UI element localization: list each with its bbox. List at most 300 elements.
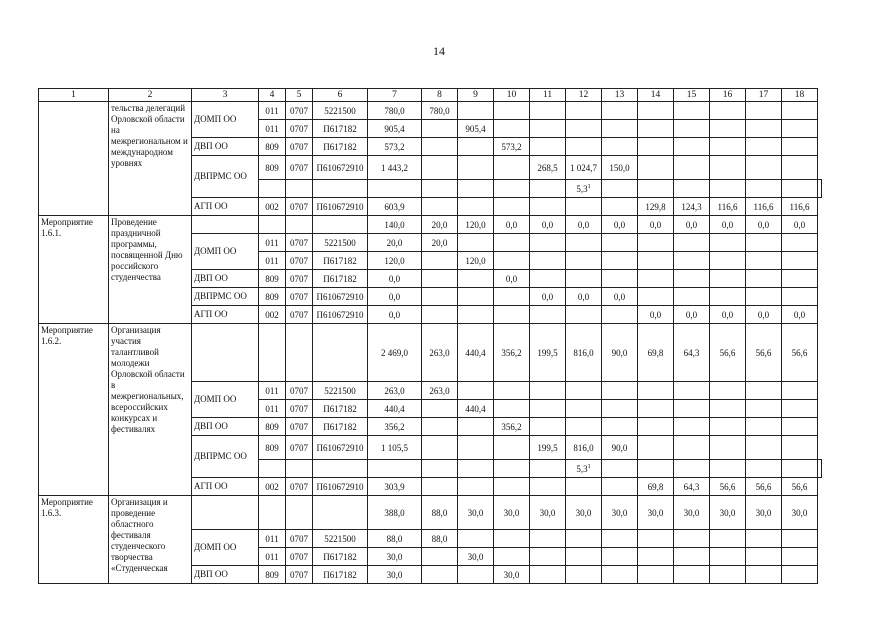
empty-cell <box>674 180 710 198</box>
total-value: 30,0 <box>638 496 674 530</box>
empty-cell <box>638 156 674 180</box>
column-header: 15 <box>674 89 710 102</box>
value-cell: 1 024,7 <box>566 156 602 180</box>
empty-cell <box>746 180 782 198</box>
column-header: 16 <box>710 89 746 102</box>
total-value: 69,8 <box>638 324 674 382</box>
empty-cell <box>746 530 782 548</box>
kbk-cell: 011 <box>259 234 286 252</box>
empty-cell <box>710 530 746 548</box>
column-header: 14 <box>638 89 674 102</box>
kbk-cell: 809 <box>259 138 286 156</box>
total-value: 88,0 <box>422 496 458 530</box>
column-header: 12 <box>566 89 602 102</box>
value-cell: 0,0 <box>494 270 530 288</box>
column-header: 4 <box>259 89 286 102</box>
value-cell: 56,6 <box>782 478 818 496</box>
empty-cell <box>422 180 458 198</box>
footnote-mark: 1 <box>587 463 591 470</box>
empty-cell <box>422 198 458 216</box>
empty-cell <box>602 548 638 566</box>
empty-cell <box>566 198 602 216</box>
column-header: 11 <box>530 89 566 102</box>
value-cell: 440,4 <box>368 400 422 418</box>
kbk-cell: 0707 <box>286 548 313 566</box>
value-cell: 1 443,2 <box>368 156 422 180</box>
empty-cell <box>458 460 494 478</box>
empty-cell <box>494 400 530 418</box>
kbk-cell: 011 <box>259 382 286 400</box>
empty-cell <box>746 120 782 138</box>
value-cell: 0,0 <box>368 306 422 324</box>
total-value: 0,0 <box>566 216 602 234</box>
event-cell: Мероприятие 1.6.2. <box>39 324 109 496</box>
empty-cell <box>746 382 782 400</box>
empty-cell <box>638 252 674 270</box>
kbk-cell: 0707 <box>286 566 313 584</box>
kbk-cell: 0707 <box>286 382 313 400</box>
total-value: 30,0 <box>746 496 782 530</box>
kbk-cell: 0707 <box>286 418 313 436</box>
value-cell: 0,0 <box>530 288 566 306</box>
empty-cell <box>638 234 674 252</box>
empty-cell <box>530 382 566 400</box>
value-cell: 0,0 <box>782 306 818 324</box>
empty-cell <box>494 288 530 306</box>
total-value: 0,0 <box>638 216 674 234</box>
empty-cell <box>782 400 818 418</box>
empty-cell <box>422 478 458 496</box>
kbk-cell: 011 <box>259 400 286 418</box>
description-cell: Проведение праздничной программы, посвященной Дню российского студенчества <box>109 216 192 324</box>
total-value: 140,0 <box>368 216 422 234</box>
total-value: 199,5 <box>530 324 566 382</box>
empty-cell <box>746 270 782 288</box>
empty-cell <box>602 306 638 324</box>
total-value: 356,2 <box>494 324 530 382</box>
empty-cell <box>782 530 818 548</box>
empty-cell <box>602 234 638 252</box>
empty-cell <box>494 530 530 548</box>
value-cell: 120,0 <box>368 252 422 270</box>
total-value: 0,0 <box>710 216 746 234</box>
empty-cell <box>782 566 818 584</box>
value-cell: 20,0 <box>422 234 458 252</box>
empty-cell <box>458 198 494 216</box>
value-cell: 56,6 <box>746 478 782 496</box>
empty-cell <box>422 270 458 288</box>
empty-cell <box>566 306 602 324</box>
empty-cell <box>674 548 710 566</box>
kbk-cell: 002 <box>259 478 286 496</box>
empty-cell <box>494 252 530 270</box>
value-cell: 303,9 <box>368 478 422 496</box>
value-cell: 30,0 <box>368 566 422 584</box>
column-number-row <box>39 89 822 102</box>
value-cell: 0,0 <box>602 288 638 306</box>
total-value: 30,0 <box>530 496 566 530</box>
empty-cell <box>710 120 746 138</box>
empty-cell <box>710 436 746 460</box>
empty-cell <box>494 180 530 198</box>
empty-cell <box>422 120 458 138</box>
kbk-cell: П617182 <box>313 400 368 418</box>
total-value: 816,0 <box>566 324 602 382</box>
empty-cell <box>710 156 746 180</box>
value-cell: 268,5 <box>530 156 566 180</box>
empty-cell <box>566 566 602 584</box>
empty-cell <box>494 478 530 496</box>
empty-cell <box>422 400 458 418</box>
kbk-cell: 0707 <box>286 138 313 156</box>
empty-cell <box>286 460 313 478</box>
kbk-cell: 002 <box>259 198 286 216</box>
total-value: 30,0 <box>782 496 818 530</box>
total-value: 2 469,0 <box>368 324 422 382</box>
empty-cell <box>710 566 746 584</box>
program-cell: АГП ОО <box>192 198 259 216</box>
empty-cell <box>638 138 674 156</box>
kbk-cell: 0707 <box>286 400 313 418</box>
empty-cell <box>782 234 818 252</box>
description-cell: Организация участия талантливой молодежи Орловской области в межрегиональных, всероссийских конкурсах и фестивалях <box>109 324 192 496</box>
table-row <box>39 102 822 120</box>
program-cell: ДВПРМС ОО <box>192 436 259 478</box>
empty-cell <box>710 418 746 436</box>
event-cell: Мероприятие 1.6.1. <box>39 216 109 324</box>
empty-cell <box>494 198 530 216</box>
footnote-value: 5,3 <box>576 463 588 474</box>
page-number: 14 <box>433 44 445 58</box>
kbk-cell: 011 <box>259 120 286 138</box>
total-value: 30,0 <box>602 496 638 530</box>
empty-cell <box>422 156 458 180</box>
value-cell: 116,6 <box>746 198 782 216</box>
column-header: 3 <box>192 89 259 102</box>
column-header: 6 <box>313 89 368 102</box>
empty-cell <box>458 418 494 436</box>
empty-cell <box>782 138 818 156</box>
total-value: 56,6 <box>746 324 782 382</box>
empty-cell <box>566 234 602 252</box>
empty-cell <box>458 234 494 252</box>
empty-cell <box>674 566 710 584</box>
empty-cell <box>458 102 494 120</box>
value-cell: 120,0 <box>458 252 494 270</box>
kbk-cell: П610672910 <box>313 306 368 324</box>
empty-cell <box>710 270 746 288</box>
value-cell: 0,0 <box>368 270 422 288</box>
kbk-cell: П617182 <box>313 548 368 566</box>
kbk-cell: 809 <box>259 288 286 306</box>
empty-cell <box>602 400 638 418</box>
empty-cell <box>638 418 674 436</box>
empty-cell <box>602 180 638 198</box>
empty-cell <box>286 180 313 198</box>
kbk-cell: П617182 <box>313 418 368 436</box>
program-cell: АГП ОО <box>192 478 259 496</box>
kbk-cell: 0707 <box>286 306 313 324</box>
empty-cell <box>746 138 782 156</box>
total-value: 30,0 <box>494 496 530 530</box>
value-cell: 263,0 <box>368 382 422 400</box>
empty-cell <box>422 436 458 460</box>
value-cell: 69,8 <box>638 478 674 496</box>
kbk-cell: 809 <box>259 156 286 180</box>
empty-cell <box>782 102 818 120</box>
empty-cell <box>602 382 638 400</box>
program-cell: ДОМП ОО <box>192 530 259 566</box>
empty-cell <box>530 270 566 288</box>
value-cell: 1 105,5 <box>368 436 422 460</box>
empty-cell <box>674 400 710 418</box>
total-value: 0,0 <box>602 216 638 234</box>
empty-cell <box>530 102 566 120</box>
value-cell: 0,0 <box>368 288 422 306</box>
empty-cell <box>602 566 638 584</box>
empty-cell <box>746 566 782 584</box>
kbk-cell: П610672910 <box>313 156 368 180</box>
program-cell: ДОМП ОО <box>192 102 259 138</box>
value-cell: 0,0 <box>566 288 602 306</box>
empty-cell <box>313 216 368 234</box>
event-cell <box>39 102 109 216</box>
empty-cell <box>530 234 566 252</box>
kbk-cell: 011 <box>259 548 286 566</box>
value-cell: 603,9 <box>368 198 422 216</box>
empty-cell <box>638 288 674 306</box>
empty-cell <box>458 306 494 324</box>
total-value: 388,0 <box>368 496 422 530</box>
program-cell: ДВП ОО <box>192 418 259 436</box>
empty-cell <box>458 288 494 306</box>
empty-cell <box>602 460 638 478</box>
empty-cell <box>259 180 286 198</box>
empty-cell <box>602 198 638 216</box>
program-cell: АГП ОО <box>192 306 259 324</box>
empty-cell <box>746 156 782 180</box>
empty-cell <box>710 180 746 198</box>
empty-cell <box>602 138 638 156</box>
value-cell <box>566 460 602 478</box>
total-value: 56,6 <box>782 324 818 382</box>
table-row <box>39 496 822 530</box>
kbk-cell: 011 <box>259 530 286 548</box>
value-cell: 440,4 <box>458 400 494 418</box>
empty-cell <box>422 566 458 584</box>
empty-cell <box>566 270 602 288</box>
empty-cell <box>710 252 746 270</box>
kbk-cell: П610672910 <box>313 478 368 496</box>
kbk-cell: П617182 <box>313 138 368 156</box>
empty-cell <box>259 324 286 382</box>
total-value: 64,3 <box>674 324 710 382</box>
empty-cell <box>566 478 602 496</box>
empty-cell <box>638 382 674 400</box>
program-cell: ДОМП ОО <box>192 382 259 418</box>
value-cell: 263,0 <box>422 382 458 400</box>
empty-cell <box>746 234 782 252</box>
kbk-cell: 0707 <box>286 102 313 120</box>
value-cell: 56,6 <box>710 478 746 496</box>
empty-cell <box>782 436 818 460</box>
empty-cell <box>746 548 782 566</box>
program-cell: ДВПРМС ОО <box>192 288 259 306</box>
column-header: 9 <box>458 89 494 102</box>
kbk-cell: П610672910 <box>313 288 368 306</box>
empty-cell <box>530 120 566 138</box>
empty-cell <box>422 460 458 478</box>
value-cell: 0,0 <box>746 306 782 324</box>
value-cell: 30,0 <box>368 548 422 566</box>
empty-cell <box>602 270 638 288</box>
empty-cell <box>710 288 746 306</box>
empty-cell <box>710 102 746 120</box>
value-cell: 356,2 <box>368 418 422 436</box>
value-cell: 124,3 <box>674 198 710 216</box>
kbk-cell: 809 <box>259 270 286 288</box>
empty-cell <box>494 102 530 120</box>
empty-cell <box>422 288 458 306</box>
total-value: 0,0 <box>782 216 818 234</box>
empty-cell <box>746 436 782 460</box>
empty-cell <box>602 252 638 270</box>
empty-cell <box>566 102 602 120</box>
empty-cell <box>494 548 530 566</box>
empty-cell <box>602 102 638 120</box>
empty-cell <box>422 418 458 436</box>
budget-table <box>38 88 822 584</box>
empty-cell <box>638 460 674 478</box>
empty-cell <box>602 120 638 138</box>
empty-cell <box>818 460 822 478</box>
empty-cell <box>286 324 313 382</box>
kbk-cell: 0707 <box>286 530 313 548</box>
empty-cell <box>566 530 602 548</box>
empty-cell <box>313 180 368 198</box>
empty-cell <box>674 382 710 400</box>
total-value: 0,0 <box>530 216 566 234</box>
empty-cell <box>458 566 494 584</box>
empty-cell <box>422 306 458 324</box>
empty-cell <box>192 216 259 234</box>
empty-cell <box>782 382 818 400</box>
value-cell: 116,6 <box>782 198 818 216</box>
empty-cell <box>710 234 746 252</box>
kbk-cell: 011 <box>259 252 286 270</box>
empty-cell <box>638 566 674 584</box>
empty-cell <box>494 382 530 400</box>
total-value: 120,0 <box>458 216 494 234</box>
empty-cell <box>710 400 746 418</box>
value-cell: 30,0 <box>494 566 530 584</box>
empty-cell <box>566 120 602 138</box>
kbk-cell: 002 <box>259 306 286 324</box>
description-cell: Организация и проведение областного фестиваля студенческого творчества «Студенческая <box>109 496 192 584</box>
total-value: 0,0 <box>674 216 710 234</box>
empty-cell <box>674 436 710 460</box>
empty-cell <box>602 530 638 548</box>
kbk-cell: 5221500 <box>313 530 368 548</box>
empty-cell <box>746 418 782 436</box>
description-cell: тельства делегаций Орловской области на межрегиональном и международном уровнях <box>109 102 192 216</box>
column-header: 1 <box>39 89 109 102</box>
empty-cell <box>458 156 494 180</box>
empty-cell <box>782 548 818 566</box>
kbk-cell: П610672910 <box>313 198 368 216</box>
empty-cell <box>422 252 458 270</box>
empty-cell <box>530 198 566 216</box>
value-cell: 64,3 <box>674 478 710 496</box>
total-value: 20,0 <box>422 216 458 234</box>
empty-cell <box>286 216 313 234</box>
empty-cell <box>638 102 674 120</box>
kbk-cell: 0707 <box>286 288 313 306</box>
column-header: 13 <box>602 89 638 102</box>
empty-cell <box>674 418 710 436</box>
total-value: 30,0 <box>458 496 494 530</box>
empty-cell <box>494 234 530 252</box>
kbk-cell: 0707 <box>286 478 313 496</box>
kbk-cell: 0707 <box>286 436 313 460</box>
value-cell: 199,5 <box>530 436 566 460</box>
value-cell: 30,0 <box>458 548 494 566</box>
empty-cell <box>674 138 710 156</box>
program-cell: ДОМП ОО <box>192 234 259 270</box>
empty-cell <box>259 496 286 530</box>
kbk-cell: 5221500 <box>313 382 368 400</box>
empty-cell <box>458 478 494 496</box>
value-cell: 573,2 <box>368 138 422 156</box>
empty-cell <box>710 460 746 478</box>
kbk-cell: П617182 <box>313 566 368 584</box>
column-header: 7 <box>368 89 422 102</box>
empty-cell <box>422 138 458 156</box>
kbk-cell: 0707 <box>286 120 313 138</box>
empty-cell <box>566 138 602 156</box>
table-row <box>39 324 822 382</box>
program-cell: ДВП ОО <box>192 566 259 584</box>
empty-cell <box>422 548 458 566</box>
value-cell: 0,0 <box>638 306 674 324</box>
empty-cell <box>602 478 638 496</box>
empty-cell <box>602 418 638 436</box>
empty-cell <box>494 120 530 138</box>
empty-cell <box>746 252 782 270</box>
empty-cell <box>313 324 368 382</box>
total-value: 263,0 <box>422 324 458 382</box>
empty-cell <box>674 156 710 180</box>
empty-cell <box>192 496 259 530</box>
value-cell: 116,6 <box>710 198 746 216</box>
empty-cell <box>368 180 422 198</box>
empty-cell <box>782 288 818 306</box>
column-header: 8 <box>422 89 458 102</box>
empty-cell <box>710 382 746 400</box>
total-value: 30,0 <box>674 496 710 530</box>
kbk-cell: 0707 <box>286 198 313 216</box>
empty-cell <box>638 180 674 198</box>
empty-cell <box>566 548 602 566</box>
empty-cell <box>638 530 674 548</box>
total-value: 0,0 <box>494 216 530 234</box>
column-header: 17 <box>746 89 782 102</box>
kbk-cell: 011 <box>259 102 286 120</box>
empty-cell <box>674 288 710 306</box>
empty-cell <box>782 252 818 270</box>
empty-cell <box>192 324 259 382</box>
total-value: 90,0 <box>602 324 638 382</box>
